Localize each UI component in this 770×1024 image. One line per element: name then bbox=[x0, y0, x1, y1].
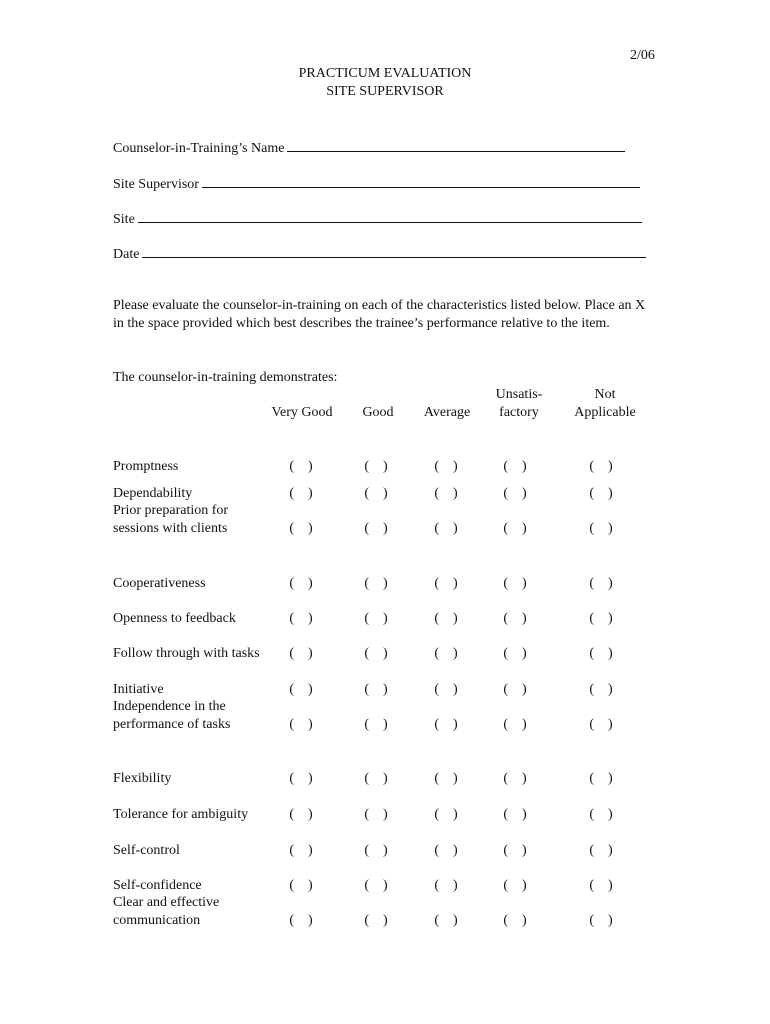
rating-option[interactable]: ( ) bbox=[364, 878, 388, 893]
column-header-line2: Average bbox=[423, 405, 471, 420]
item-label-line2: Dependability bbox=[113, 486, 193, 501]
rating-option[interactable]: ( ) bbox=[589, 486, 613, 501]
item-label-line2: performance of tasks bbox=[113, 717, 231, 732]
rating-option[interactable]: ( ) bbox=[364, 646, 388, 661]
item-label bbox=[113, 575, 206, 593]
rating-option[interactable]: ( ) bbox=[289, 521, 313, 536]
column-header-line2: Very Good bbox=[271, 405, 333, 420]
item-label bbox=[113, 502, 228, 538]
column-header-unsatisfactory bbox=[474, 386, 564, 422]
date-line[interactable] bbox=[142, 243, 646, 258]
rating-option[interactable]: ( ) bbox=[503, 646, 527, 661]
rating-option[interactable]: ( ) bbox=[364, 913, 388, 928]
trainee-name-label: Counselor-in-Training’s Name bbox=[113, 141, 285, 156]
rating-option[interactable]: ( ) bbox=[289, 717, 313, 732]
rating-option[interactable]: ( ) bbox=[289, 878, 313, 893]
rating-option[interactable]: ( ) bbox=[589, 682, 613, 697]
site-label: Site bbox=[113, 212, 135, 227]
rating-option[interactable]: ( ) bbox=[589, 459, 613, 474]
demonstrates-heading: The counselor-in-training demonstrates: bbox=[113, 370, 338, 385]
rating-option[interactable]: ( ) bbox=[289, 459, 313, 474]
rating-option[interactable]: ( ) bbox=[364, 807, 388, 822]
rating-option[interactable]: ( ) bbox=[503, 611, 527, 626]
rating-option[interactable]: ( ) bbox=[589, 807, 613, 822]
trainee-name-line[interactable] bbox=[287, 137, 625, 152]
rating-option[interactable]: ( ) bbox=[289, 576, 313, 591]
rating-option[interactable]: ( ) bbox=[434, 913, 458, 928]
rating-option[interactable]: ( ) bbox=[503, 521, 527, 536]
rating-option[interactable]: ( ) bbox=[364, 576, 388, 591]
item-label bbox=[113, 485, 192, 503]
column-header-line1: Unsatis- bbox=[495, 387, 543, 402]
rating-option[interactable]: ( ) bbox=[289, 646, 313, 661]
rating-option[interactable]: ( ) bbox=[589, 521, 613, 536]
rating-option[interactable]: ( ) bbox=[434, 646, 458, 661]
rating-option[interactable]: ( ) bbox=[364, 717, 388, 732]
item-label-line2: communication bbox=[113, 913, 201, 928]
rating-option[interactable]: ( ) bbox=[434, 843, 458, 858]
column-header-line2: Good bbox=[362, 405, 394, 420]
site-field bbox=[113, 208, 642, 229]
item-label-line2: Flexibility bbox=[113, 771, 172, 786]
rating-option[interactable]: ( ) bbox=[503, 771, 527, 786]
rating-option[interactable]: ( ) bbox=[589, 576, 613, 591]
rating-option[interactable]: ( ) bbox=[503, 576, 527, 591]
site-line[interactable] bbox=[138, 208, 642, 223]
rating-option[interactable]: ( ) bbox=[434, 807, 458, 822]
item-label bbox=[113, 806, 248, 824]
rating-option[interactable]: ( ) bbox=[289, 913, 313, 928]
rating-option[interactable]: ( ) bbox=[364, 459, 388, 474]
rating-option[interactable]: ( ) bbox=[503, 878, 527, 893]
rating-option[interactable]: ( ) bbox=[434, 521, 458, 536]
rating-option[interactable]: ( ) bbox=[503, 843, 527, 858]
column-header-line1: Not bbox=[594, 387, 616, 402]
rating-option[interactable]: ( ) bbox=[364, 682, 388, 697]
rating-option[interactable]: ( ) bbox=[364, 611, 388, 626]
site-supervisor-field bbox=[113, 173, 640, 194]
item-label bbox=[113, 842, 180, 860]
item-label-line2: Self-control bbox=[113, 843, 180, 858]
item-label-line2: Openness to feedback bbox=[113, 611, 236, 626]
rating-option[interactable]: ( ) bbox=[503, 486, 527, 501]
rating-option[interactable]: ( ) bbox=[434, 878, 458, 893]
column-header-line2: Applicable bbox=[574, 405, 636, 420]
instructions-paragraph: Please evaluate the counselor-in-training on each of the characteristics listed below. Place an X in the space provided which best describes the trainee’s performance relative to the item. bbox=[113, 298, 646, 331]
item-label-line1: Independence in the bbox=[113, 699, 226, 714]
rating-option[interactable]: ( ) bbox=[503, 717, 527, 732]
item-label bbox=[113, 458, 178, 476]
rating-option[interactable]: ( ) bbox=[589, 717, 613, 732]
rating-option[interactable]: ( ) bbox=[289, 807, 313, 822]
item-label-line2: Cooperativeness bbox=[113, 576, 206, 591]
rating-option[interactable]: ( ) bbox=[289, 771, 313, 786]
rating-option[interactable]: ( ) bbox=[589, 843, 613, 858]
rating-option[interactable]: ( ) bbox=[503, 807, 527, 822]
trainee-name-field bbox=[113, 137, 625, 158]
rating-option[interactable]: ( ) bbox=[289, 843, 313, 858]
rating-option[interactable]: ( ) bbox=[434, 611, 458, 626]
site-supervisor-label: Site Supervisor bbox=[113, 177, 199, 192]
rating-option[interactable]: ( ) bbox=[434, 682, 458, 697]
item-label bbox=[113, 770, 171, 788]
rating-option[interactable]: ( ) bbox=[289, 486, 313, 501]
rating-option[interactable]: ( ) bbox=[364, 771, 388, 786]
site-supervisor-line[interactable] bbox=[202, 173, 640, 188]
rating-option[interactable]: ( ) bbox=[364, 843, 388, 858]
item-label bbox=[113, 681, 164, 699]
column-header-line2: factory bbox=[499, 405, 539, 420]
item-label bbox=[113, 645, 260, 663]
form-title: PRACTICUM EVALUATION bbox=[298, 66, 472, 81]
rating-option[interactable]: ( ) bbox=[589, 913, 613, 928]
item-label-line1: Prior preparation for bbox=[113, 503, 229, 518]
rating-option[interactable]: ( ) bbox=[289, 611, 313, 626]
item-label bbox=[113, 610, 236, 628]
item-label-line2: Follow through with tasks bbox=[113, 646, 260, 661]
rating-option[interactable]: ( ) bbox=[589, 646, 613, 661]
item-label-line2: Self-confidence bbox=[113, 878, 202, 893]
rating-option[interactable]: ( ) bbox=[434, 459, 458, 474]
rating-option[interactable]: ( ) bbox=[434, 717, 458, 732]
rating-option[interactable]: ( ) bbox=[503, 913, 527, 928]
rating-option[interactable]: ( ) bbox=[503, 682, 527, 697]
date-label: Date bbox=[113, 247, 140, 262]
revision-date: 2/06 bbox=[630, 48, 655, 63]
form-subtitle: SITE SUPERVISOR bbox=[326, 84, 444, 99]
item-label bbox=[113, 698, 230, 734]
rating-option[interactable]: ( ) bbox=[503, 459, 527, 474]
rating-option[interactable]: ( ) bbox=[289, 682, 313, 697]
rating-option[interactable]: ( ) bbox=[434, 576, 458, 591]
item-label bbox=[113, 877, 202, 895]
rating-option[interactable]: ( ) bbox=[589, 771, 613, 786]
item-label-line2: Promptness bbox=[113, 459, 179, 474]
item-label-line2: Tolerance for ambiguity bbox=[113, 807, 249, 822]
item-label-line1: Clear and effective bbox=[113, 895, 220, 910]
rating-option[interactable]: ( ) bbox=[589, 611, 613, 626]
item-label-line2: Initiative bbox=[113, 682, 164, 697]
rating-option[interactable]: ( ) bbox=[434, 486, 458, 501]
item-label-line2: sessions with clients bbox=[113, 521, 228, 536]
rating-option[interactable]: ( ) bbox=[364, 521, 388, 536]
rating-option[interactable]: ( ) bbox=[434, 771, 458, 786]
rating-option[interactable]: ( ) bbox=[364, 486, 388, 501]
column-header-not-applicable bbox=[560, 386, 650, 422]
date-field bbox=[113, 243, 646, 264]
item-label bbox=[113, 894, 219, 930]
rating-option[interactable]: ( ) bbox=[589, 878, 613, 893]
